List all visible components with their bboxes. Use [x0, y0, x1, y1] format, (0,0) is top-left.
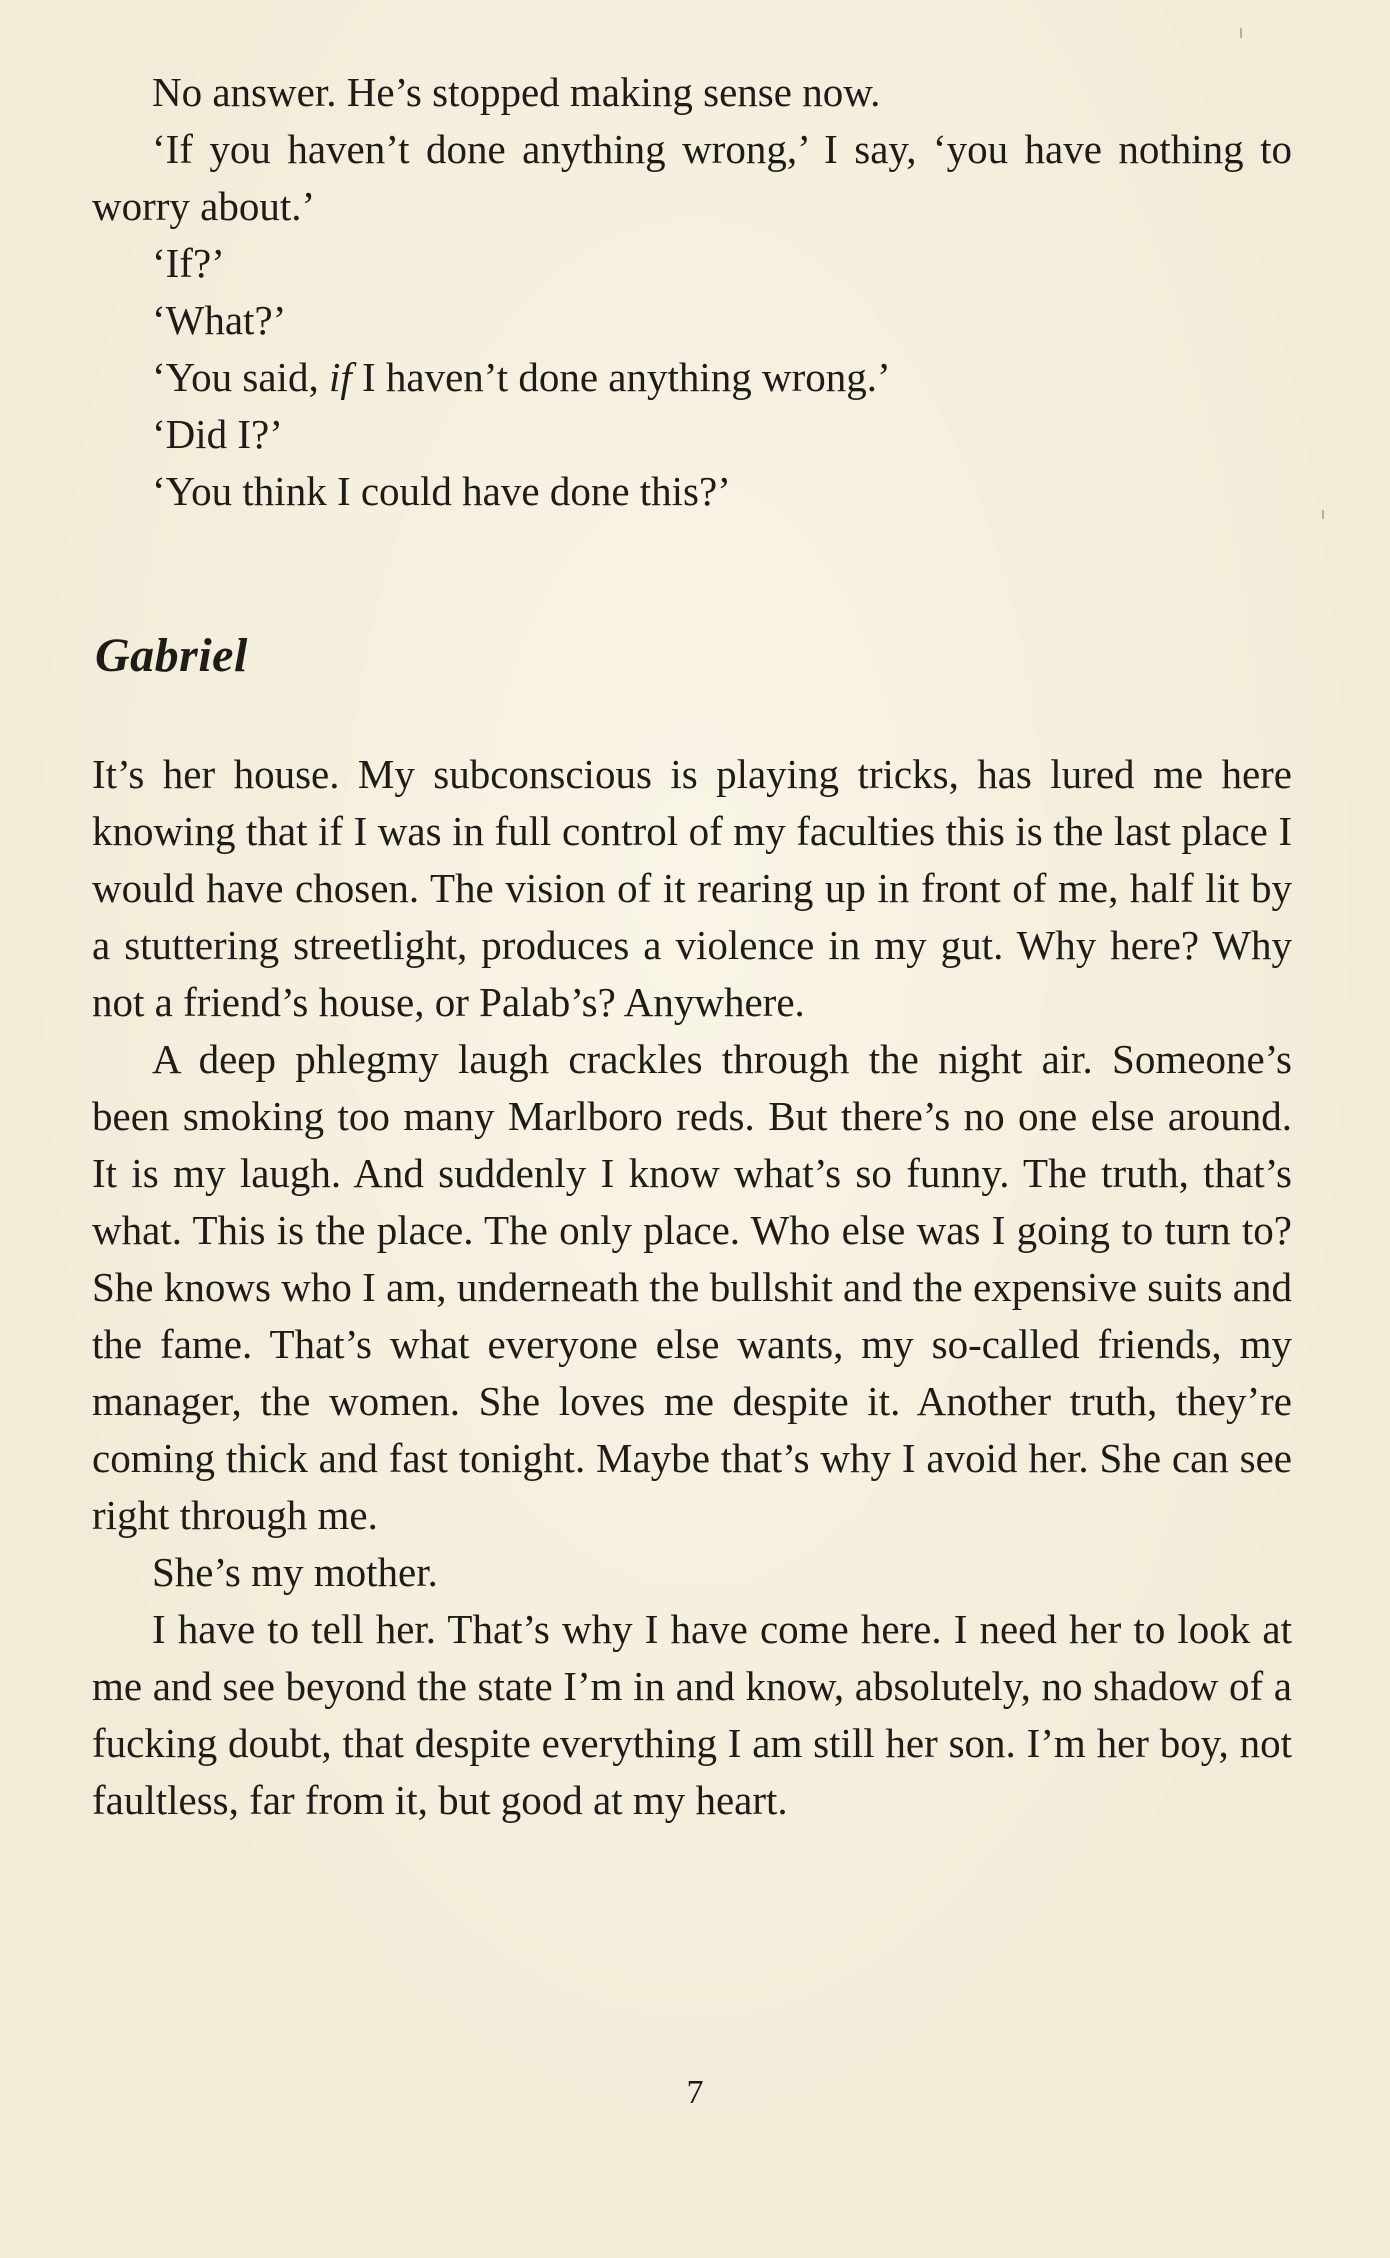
narrative-block [92, 746, 1292, 1829]
paragraph: She’s my mother. [152, 1549, 438, 1595]
paragraph: I have to tell her. That’s why I have come here. I need her to look at me and see beyond the state I’m in and know, absolutely, no shadow of a fucking doubt, that despite everything I am still her son. I’m her boy, not faultless, far from it, but good at my heart. [92, 1606, 1292, 1823]
dialogue-text: I haven’t done anything wrong.’ [351, 354, 891, 400]
dialogue-line [92, 349, 1292, 406]
dialogue-emphasis: if [328, 354, 352, 400]
dialogue-line: ‘You think I could have done this?’ [152, 468, 731, 514]
paragraph: It’s her house. My subconscious is playing tricks, has lured me here knowing that if I was in full control of my faculties this is the last place I would have chosen. The vision of it rearing up in front of me, half lit by a stuttering streetlight, produces a violence in my gut. Why here? Why not a friend’s house, or Palab’s? Anywhere. [92, 751, 1292, 1025]
dialogue-text: ‘You said, [152, 354, 329, 400]
paragraph: A deep phlegmy laugh crackles through the night air. Someone’s been smoking too many Marlboro reds. But there’s no one else around. It is my laugh. And suddenly I know what’s so funny. The truth, that’s what. This is the place. The only place. Who else was I going to turn to? She knows who I am, underneath the bullshit and the expensive suits and the fame. That’s what everyone else wants, my so-called friends, my manager, the women. She loves me despite it. Another truth, they’re coming thick and fast tonight. Maybe that’s why I avoid her. She can see right through me. [92, 1036, 1292, 1538]
dialogue-line: ‘If you haven’t done anything wrong,’ I say, ‘you have nothing to worry about.’ [92, 126, 1292, 229]
dialogue-line: ‘Did I?’ [152, 411, 283, 457]
dialogue-line: No answer. He’s stopped making sense now. [152, 69, 881, 115]
section-heading: Gabriel [95, 629, 248, 682]
scan-speck [1240, 28, 1242, 38]
dialogue-line: ‘If?’ [152, 240, 225, 286]
dialogue-line: ‘What?’ [152, 297, 287, 343]
scan-speck [1322, 510, 1324, 519]
dialogue-block [92, 64, 1292, 520]
page-number: 7 [686, 2074, 704, 2111]
